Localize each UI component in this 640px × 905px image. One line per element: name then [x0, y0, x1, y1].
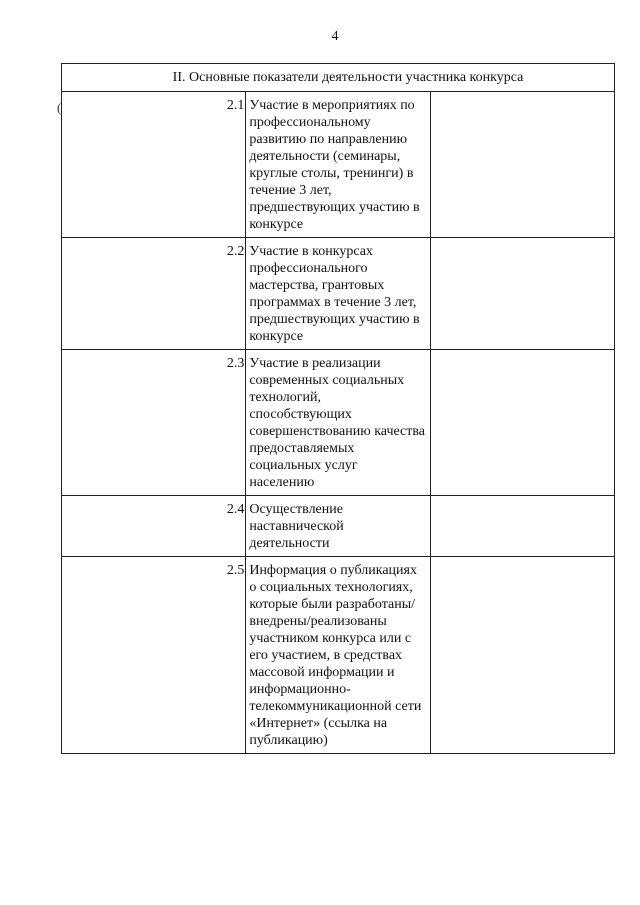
row-value-cell	[430, 557, 614, 754]
row-description: Информация о публикациях о социальных технологиях, которые были разработаны/внедрены/реализованы участником конкурса или с его участием, в средствах массовой информации и информационно-телекоммуникационной сети «Интернет» (ссылка на публикацию)	[246, 557, 430, 754]
section-title: II. Основные показатели деятельности участника конкурса	[62, 64, 615, 92]
row-description: Участие в реализации современных социальных технологий, способствующих совершенствованию качества предоставляемых социальных услуг населению	[246, 350, 430, 496]
row-value-cell	[430, 238, 614, 350]
row-number: 2.4	[62, 496, 246, 557]
row-description: Участие в мероприятиях по профессиональному развитию по направлению деятельности (семинары, круглые столы, тренинги) в течение 3 лет, предшествующих участию в конкурсе	[246, 92, 430, 238]
row-description: Участие в конкурсах профессионального мастерства, грантовых программах в течение 3 лет, предшествующих участию в конкурсе	[246, 238, 430, 350]
table-row	[62, 238, 615, 350]
row-number: 2.2	[62, 238, 246, 350]
scan-mark: (	[57, 100, 62, 115]
row-value-cell	[430, 350, 614, 496]
table-row	[62, 92, 615, 238]
indicators-table	[61, 63, 615, 754]
row-number: 2.3	[62, 350, 246, 496]
row-number: 2.1	[62, 92, 246, 238]
section-header-row	[62, 64, 615, 92]
row-number: 2.5	[62, 557, 246, 754]
row-value-cell	[430, 496, 614, 557]
row-description: Осуществление наставнической деятельности	[246, 496, 430, 557]
table-row	[62, 496, 615, 557]
table-row	[62, 557, 615, 754]
table-row	[62, 350, 615, 496]
row-value-cell	[430, 92, 614, 238]
page-number: 4	[331, 29, 339, 44]
